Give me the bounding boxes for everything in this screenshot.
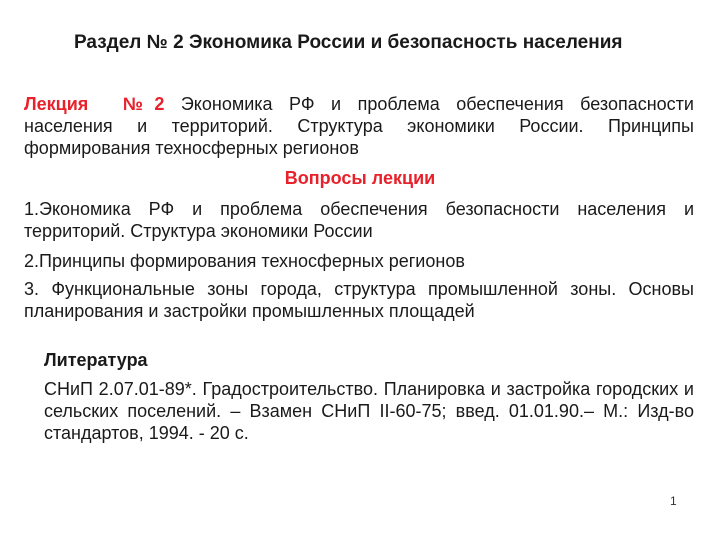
question-item-2: 2.Принципы формирования техносферных регионов — [24, 251, 465, 271]
literature-reference: СНиП 2.07.01-89*. Градостроительство. Планировка и застройка городских и сельских поселений. – Взамен СНиП II-60-75; введ. 01.01.90.– М.: Изд-во стандартов, 1994. - 20 с. — [44, 379, 694, 443]
section-title: Раздел № 2 Экономика России и безопасность населения — [74, 32, 623, 53]
questions-heading: Вопросы лекции — [284, 168, 436, 188]
lecture-label: Лекция №2 — [24, 94, 165, 114]
question-item-3: 3. Функциональные зоны города, структура промышленной зоны. Основы планирования и застройки промышленных площадей — [24, 279, 694, 321]
literature-heading: Литература — [44, 350, 148, 370]
lecture-paragraph — [24, 93, 694, 159]
question-item-1: 1.Экономика РФ и проблема обеспечения безопасности населения и территорий. Структура экономики России — [24, 199, 694, 241]
lecture-text: Экономика РФ и проблема обеспечения безопасности населения и территорий. Структура экономики России. Принципы формирования техносферных регионов — [24, 94, 694, 158]
page-number: 1 — [670, 494, 677, 508]
